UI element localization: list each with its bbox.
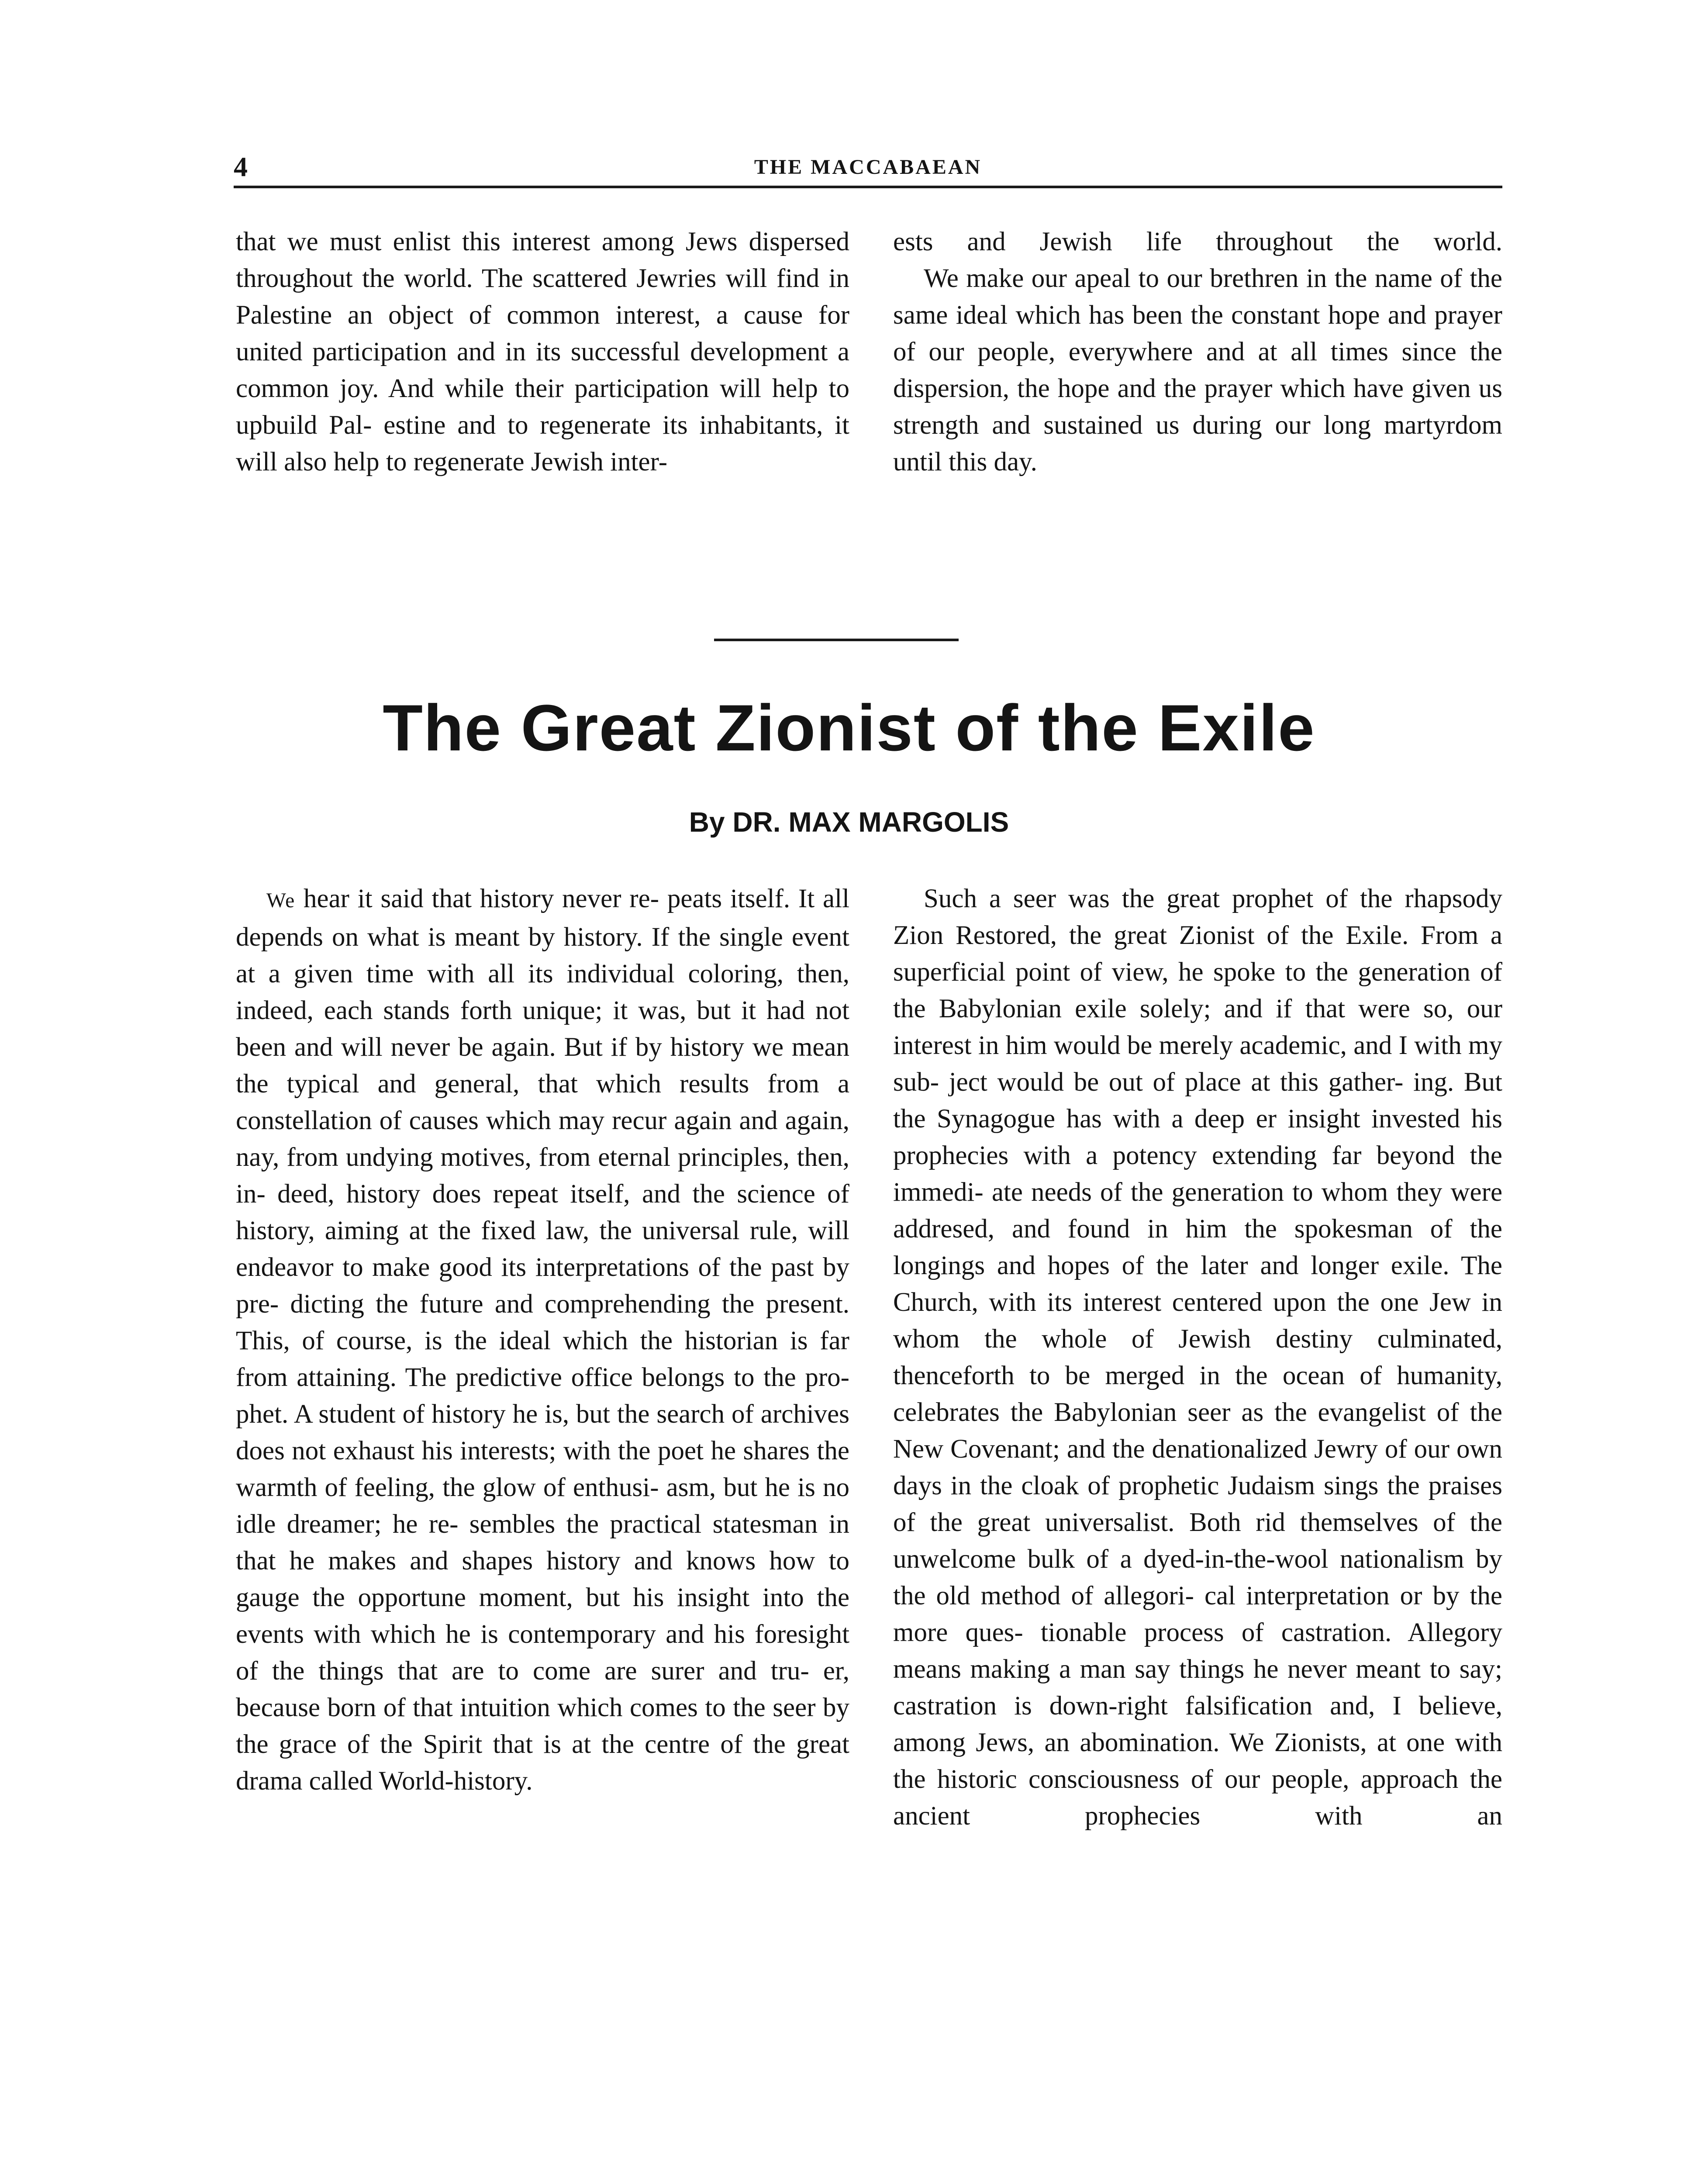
text-line: point of view, he spoke to the generation: [1015, 957, 1470, 987]
text-line: motives, from eternal principles, then, in-: [236, 1143, 849, 1209]
text-line: er, because born of that intuition which: [236, 1656, 850, 1722]
text-line: called World-history.: [309, 1766, 533, 1796]
top-left-paragraph: [236, 224, 849, 480]
text-line: of the Babylonian exile solely; and if: [893, 957, 1502, 1023]
text-line: cal interpretation or by the more ques-: [893, 1581, 1503, 1647]
text-line: meant to say; castration is down-right: [893, 1655, 1503, 1721]
article-paragraph: [236, 881, 849, 1800]
text-line: the dispersion, the hope and the prayer: [893, 337, 1502, 403]
text-line: Jew in whom the whole of Jewish destiny: [893, 1288, 1502, 1354]
top-left-column: [236, 224, 849, 480]
text-line: that is at the centre of the great drama: [236, 1730, 849, 1796]
text-line: approach the ancient prophecies with an: [893, 1765, 1503, 1831]
text-line: makes and shapes history and knows how: [328, 1546, 815, 1576]
text-line: day.: [994, 447, 1037, 477]
article-left-column: [236, 881, 849, 1800]
text-line: phet. A student of history he is, but the: [236, 1400, 650, 1429]
text-line: science of history, aiming at the fixed law,: [236, 1179, 849, 1245]
text-line: culminated, thenceforth to be merged in: [893, 1324, 1502, 1390]
text-line: nationalism by the old method of allegori-: [893, 1545, 1503, 1610]
text-line: the later and longer exile. The Church,: [893, 1251, 1502, 1317]
text-line: contemporary and his foresight of the: [236, 1620, 850, 1686]
text-line: insight into the events with which he is: [236, 1583, 850, 1649]
article-paragraph: [893, 881, 1502, 1835]
text-line: to gauge the opportune moment, but his: [236, 1546, 850, 1612]
text-line: the rhapsody Zion Restored, the great: [893, 884, 1503, 950]
text-line: object of common interest, a cause for: [388, 301, 850, 330]
text-line: spokesman of the longings and hopes of: [893, 1214, 1503, 1280]
article-byline: By DR. MAX MARGOLIS: [689, 806, 1009, 838]
text-line: The predictive office belongs to the pro-: [405, 1363, 849, 1392]
text-line: er insight invested his prophecies with a: [893, 1104, 1502, 1170]
text-line: people, everywhere and at all times since: [977, 337, 1456, 366]
text-line: estine and to regenerate its inhabitants, it: [383, 411, 849, 440]
text-line: Jewry of our own days in the cloak of: [893, 1434, 1502, 1500]
text-line: their participation will help to upbuild Pal-: [236, 374, 849, 440]
page-header: [234, 151, 1502, 188]
text-line: typical and general, that which results: [286, 1069, 749, 1099]
article-right-column: [893, 881, 1502, 1835]
page-number: 4: [234, 151, 248, 182]
text-line: interests; with the poet he shares the: [460, 1436, 849, 1465]
text-line: dicting the future and comprehending the: [290, 1289, 755, 1319]
text-line: that were so, our interest in him would: [893, 994, 1503, 1060]
text-line: with its interest centered upon the one: [989, 1288, 1419, 1317]
text-line: us during our long martyrdom until this: [893, 411, 1503, 477]
text-line: sembles the practical statesman in that he: [236, 1510, 849, 1576]
text-line: good its interpretations of the past by pre-: [236, 1253, 849, 1319]
text-line: ject would be out of place at this gather-: [949, 1068, 1404, 1097]
text-line: an abomination. We Zionists, at one with: [1044, 1728, 1502, 1757]
text-line: falsification and, I believe, among Jews,: [893, 1691, 1503, 1757]
text-line: from a constellation of causes which may: [236, 1069, 850, 1135]
text-line: comes to the seer by the grace of the Spirit: [236, 1693, 850, 1759]
text-line: the unwelcome bulk of a dyed-in-the-wool: [893, 1508, 1503, 1574]
text-line: prophetic Judaism sings the praises of the: [893, 1471, 1502, 1537]
text-line: We make our apeal to our brethren in: [924, 264, 1327, 293]
top-right-paragraph-continuation: [893, 224, 1502, 260]
text-line: meant by history. If the single event at: [236, 923, 849, 988]
text-line: development a common joy. And while: [236, 337, 849, 403]
text-line: the universal rule, will endeavor to make: [236, 1216, 850, 1282]
text-line: means making a man say things he never: [893, 1655, 1347, 1684]
text-line: that we must enlist this interest among: [236, 227, 674, 256]
article-title: The Great Zionist of the Exile: [383, 691, 1315, 764]
text-line: which the historian is far from attaining.: [236, 1326, 849, 1392]
text-line: Babylonian seer as the evangelist of the: [1054, 1398, 1502, 1427]
text-line: deed, history does repeat itself, and the: [277, 1179, 725, 1209]
text-line: scattered Jewries will find in Palestine an: [236, 264, 850, 330]
text-line: present. This, of course, is the ideal: [236, 1289, 850, 1355]
text-line: things that are to come are surer and tru-: [318, 1656, 809, 1686]
text-line: Jews dispersed throughout the world. The: [236, 227, 850, 293]
text-line: the historic consciousness of our people,: [893, 1765, 1349, 1794]
top-right-paragraph: [893, 260, 1502, 480]
text-line: united participation and in its successful: [236, 337, 680, 366]
text-line: great universalist. Both rid themselves of: [977, 1508, 1455, 1537]
text-line: New Covenant; and the denationalized: [893, 1434, 1308, 1464]
text-line: asm, but he is no idle dreamer; he re-: [236, 1473, 849, 1539]
text-line: the ocean of humanity, celebrates the: [893, 1361, 1502, 1427]
text-line: tionable process of castration. Allegory: [1040, 1618, 1502, 1647]
text-line: been the constant hope and prayer of our: [893, 301, 1502, 366]
text-line: warmth of feeling, the glow of enthusi-: [236, 1473, 659, 1502]
running-title: THE MACCABAEAN: [754, 156, 982, 179]
text-line: be merely academic, and I with my sub-: [893, 1031, 1503, 1097]
text-line: ing. But the Synagogue has with a deep: [893, 1068, 1502, 1133]
text-line: hear it said that history never re-: [295, 884, 659, 913]
text-line: be again. But if by history we mean the: [236, 1033, 849, 1099]
text-line: ate needs of the generation to whom they: [991, 1178, 1443, 1207]
text-line: were addresed, and found in him the: [893, 1178, 1503, 1244]
text-line: which have given us strength and sustained: [893, 374, 1502, 440]
dropcap-word: We: [266, 889, 296, 912]
text-line: was, but it had not been and will never: [236, 996, 850, 1062]
text-line: Zionist of the Exile. From a superficial: [893, 921, 1503, 987]
section-divider: [714, 639, 959, 641]
text-line: peats itself. It all depends on what is: [236, 884, 850, 952]
text-line: the name of the same ideal which has: [893, 264, 1503, 330]
text-line: Such a seer was the great prophet of: [924, 884, 1348, 913]
text-line: ests and Jewish life throughout the world.: [893, 227, 1502, 256]
text-line: then, indeed, each stands forth unique; it: [236, 959, 850, 1025]
text-line: will also help to regenerate Jewish inter-: [236, 447, 668, 477]
top-right-column: [893, 224, 1502, 480]
text-line: a given time with all its individual coloring,: [268, 959, 783, 988]
text-line: potency extending far beyond the immedi-: [893, 1141, 1502, 1207]
text-line: recur again and again, nay, from undying: [236, 1106, 849, 1172]
text-line: search of archives does not exhaust his: [236, 1400, 849, 1465]
